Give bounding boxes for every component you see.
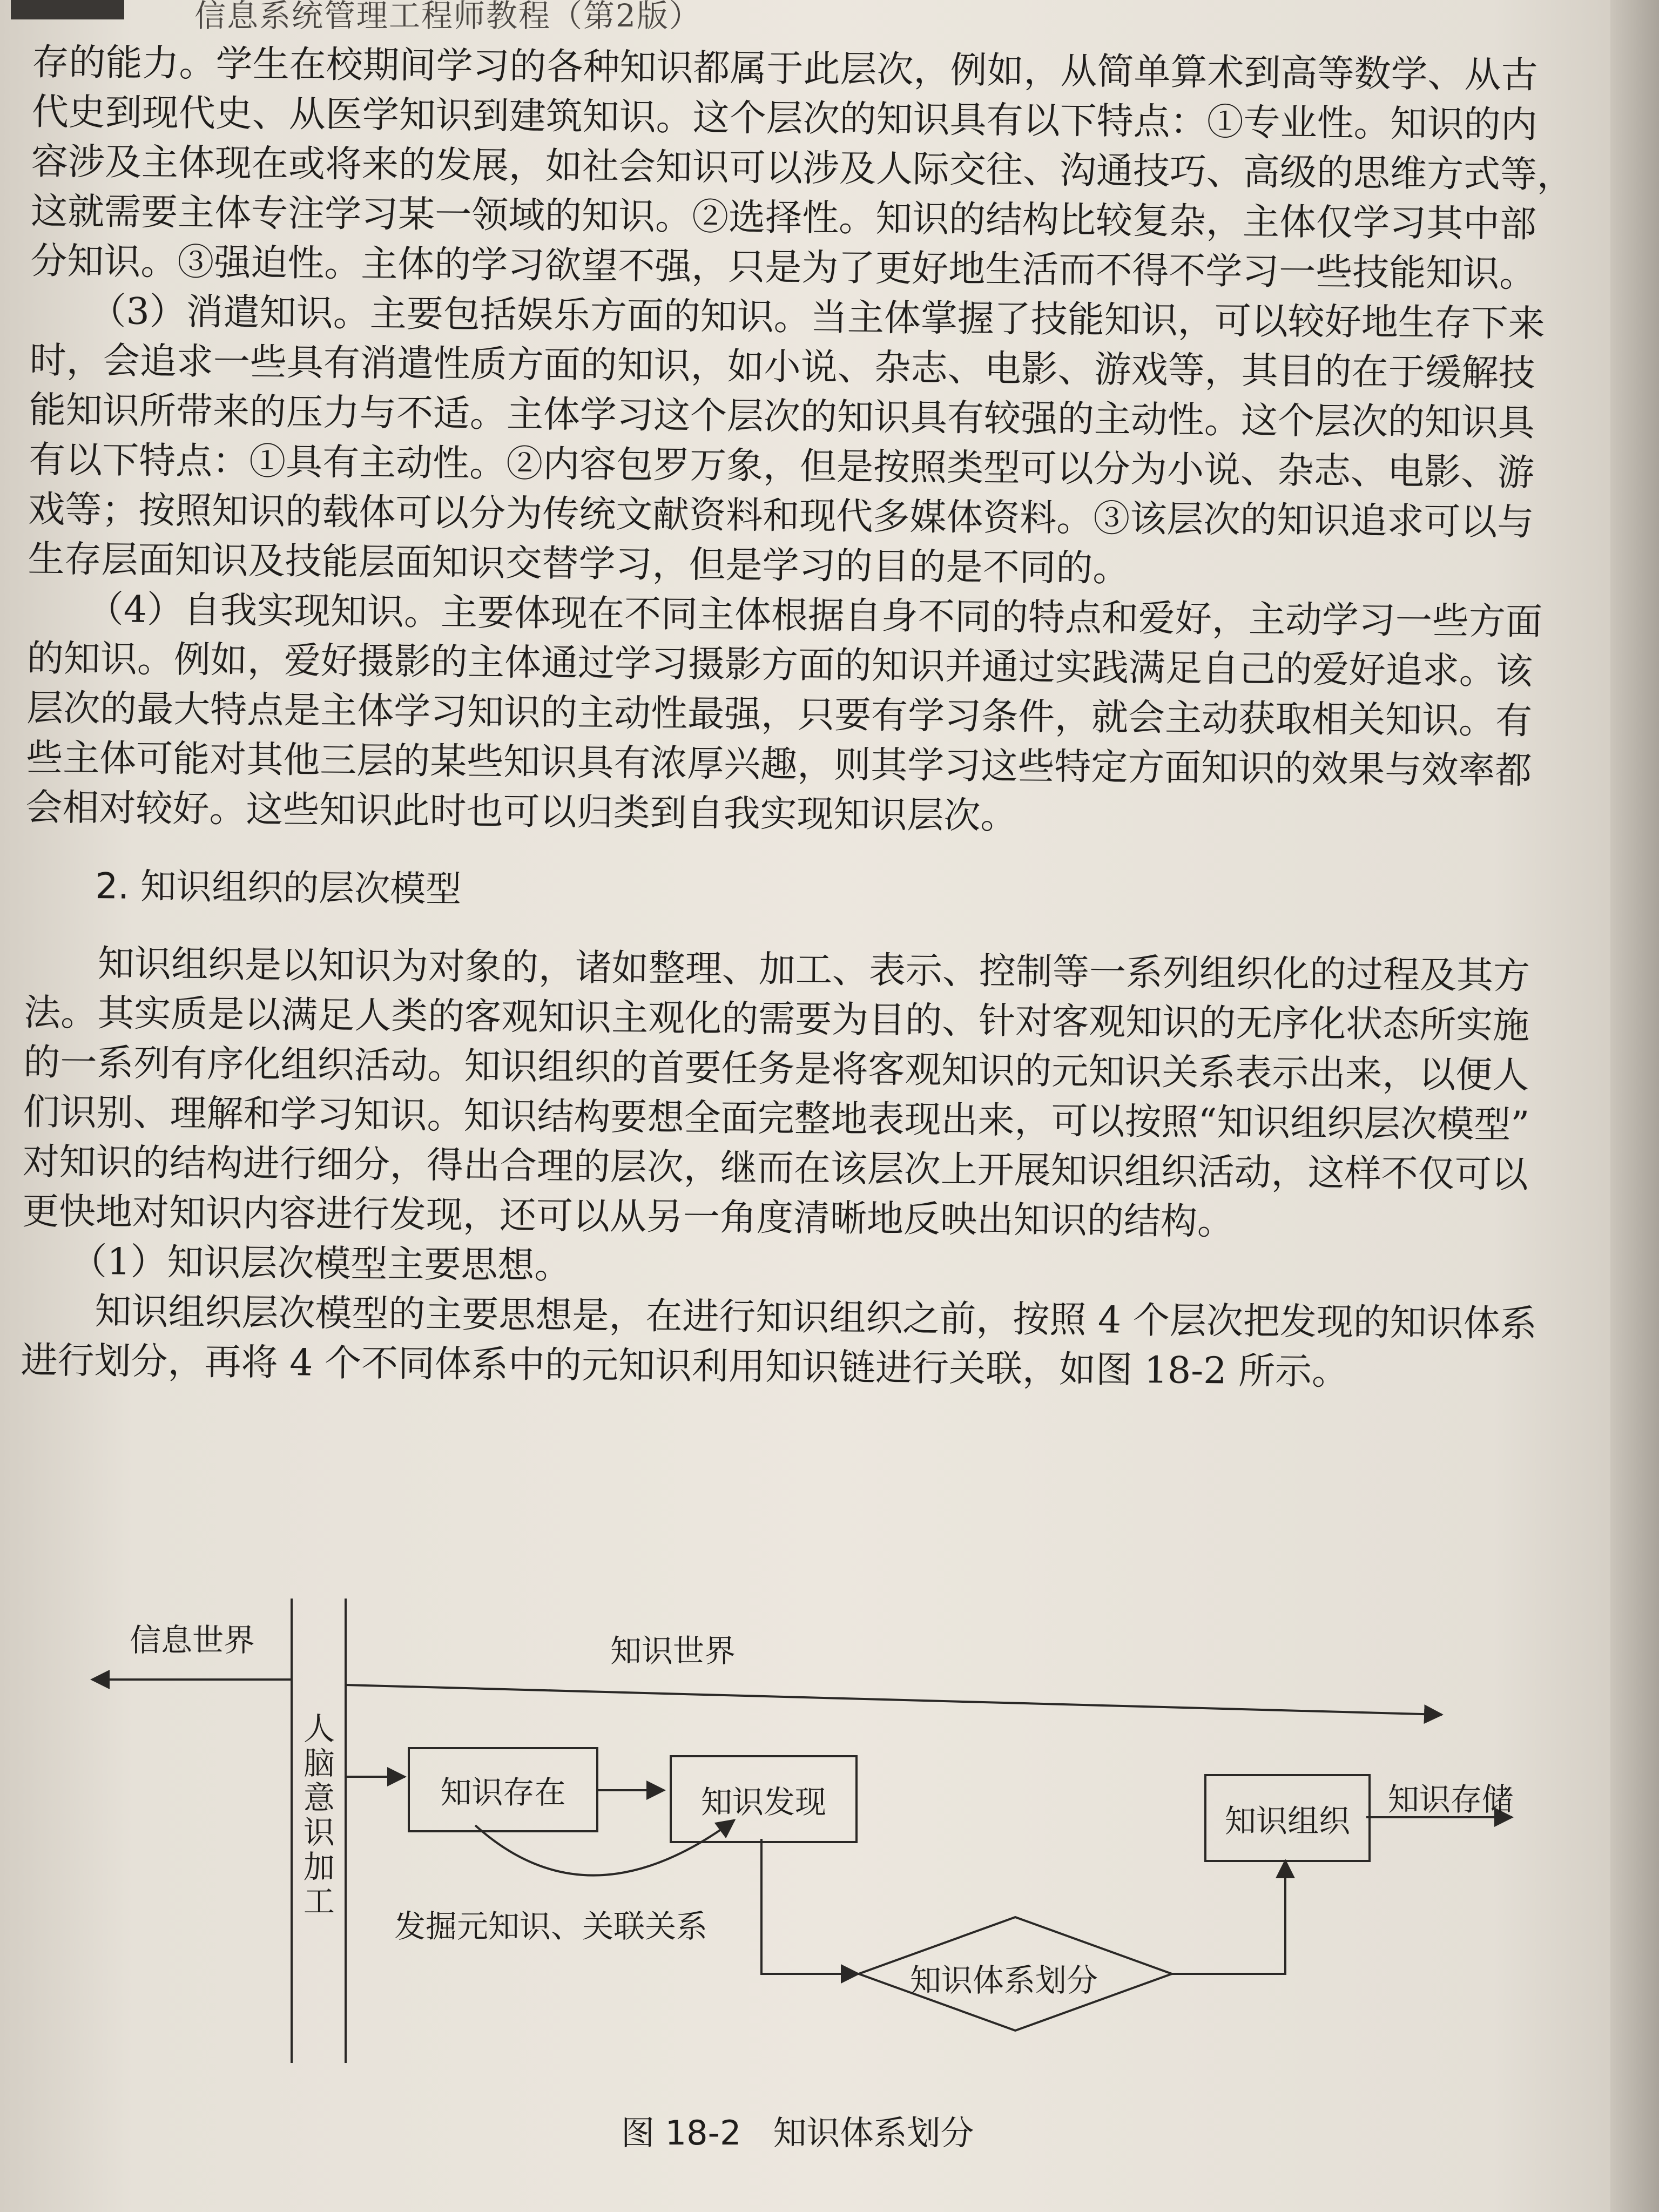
text-line: 存的能力。学生在校期间学习的各种知识都属于此层次，例如，从简单算术到高等数学、从古 <box>32 41 1538 97</box>
mining-note: 发掘元知识、关联关系 <box>394 1908 708 1945</box>
text-line: 会相对较好。这些知识此时也可以归类到自我实现知识层次。 <box>25 786 1017 838</box>
body-text <box>21 38 1582 1399</box>
text-line: 分知识。③强迫性。主体的学习欲望不强，只是为了更好地生活而不得不学习一些技能知识。 <box>30 239 1536 296</box>
text-line: 法。其实质是以满足人类的客观知识主观化的需要为目的、针对客观知识的无序化状态所实施 <box>23 991 1530 1048</box>
text-line: 有以下特点：①具有主动性。②内容包罗万象，但是按照类型可以分为小说、杂志、电影、游 <box>28 438 1535 495</box>
text-line: 更快地对知识内容进行发现，还可以从另一角度清晰地反映出知识的结构。 <box>22 1190 1235 1244</box>
box-knowledge-organize: 知识组织 <box>1204 1774 1371 1862</box>
box-knowledge-discover: 知识发现 <box>670 1755 858 1843</box>
info-world-label: 信息世界 <box>130 1622 255 1658</box>
text-line: 这就需要主体专注学习某一领域的知识。②选择性。知识的结构比较复杂，主体仅学习其中部 <box>30 190 1537 246</box>
text-line: 能知识所带来的压力与不适。主体学习这个层次的知识具有较强的主动性。这个层次的知识具 <box>29 388 1535 445</box>
text-line: 时，会追求一些具有消遣性质方面的知识，如小说、杂志、电影、游戏等，其目的在于缓解技 <box>29 339 1536 395</box>
text-line: 容涉及主体现在或将来的发展，如社会知识可以涉及人际交往、沟通技巧、高级的思维方式等， <box>31 140 1574 197</box>
section-title: 2. 知识组织的层次模型 <box>95 865 462 910</box>
storage-label: 知识存储 <box>1388 1781 1514 1818</box>
figure-caption: 图 18-2 知识体系划分 <box>621 2113 974 2153</box>
text-line: 知识组织层次模型的主要思想是，在进行知识组织之前，按照 4 个层次把发现的知识体系 <box>95 1290 1537 1346</box>
text-line: （4）自我实现知识。主要体现在不同主体根据自身不同的特点和爱好，主动学习一些方面 <box>86 588 1543 644</box>
subsection-title: （1）知识层次模型主要思想。 <box>70 1240 571 1287</box>
text-line: 进行划分，再将 4 个不同体系中的元知识利用知识链进行关联，如图 18-2 所示。 <box>21 1339 1349 1394</box>
running-header: 信息系统管理工程师教程（第2版） <box>194 0 702 34</box>
text-line: 的知识。例如，爱好摄影的主体通过学习摄影方面的知识并通过实践满足自己的爱好追求。该 <box>26 637 1533 693</box>
knowledge-world-arrow <box>346 1685 1442 1715</box>
text-line: 些主体可能对其他三层的某些知识具有浓厚兴趣，则其学习这些特定方面知识的效果与效率都 <box>26 736 1532 793</box>
arrow-diamond-to-organize <box>1172 1860 1285 1974</box>
arrow-discover-to-diamond <box>761 1839 859 1974</box>
text-line: 知识组织是以知识为对象的，诸如整理、加工、表示、控制等一系列组织化的过程及其方 <box>97 942 1530 998</box>
box-knowledge-exist: 知识存在 <box>408 1747 598 1832</box>
text-line: 生存层面知识及技能层面知识交替学习，但是学习的目的是不同的。 <box>28 537 1130 590</box>
text-line: 戏等；按照知识的载体可以分为传统文献资料和现代多媒体资料。③该层次的知识追求可以与 <box>28 488 1534 544</box>
text-line: 代史到现代史、从医学知识到建筑知识。这个层次的知识具有以下特点：①专业性。知识的内 <box>31 90 1538 147</box>
diamond-label: 知识体系划分 <box>910 1962 1098 1999</box>
text-line: 们识别、理解和学习知识。知识结构要想全面完整地表现出来，可以按照“知识组织层次模型” <box>23 1090 1530 1147</box>
knowledge-system-diagram <box>76 1599 1566 2112</box>
header-decoration <box>11 0 124 19</box>
text-line: 对知识的结构进行细分，得出合理的层次，继而在该层次上开展知识组织活动，这样不仅可以 <box>22 1140 1529 1197</box>
text-line: （3）消遣知识。主要包括娱乐方面的知识。当主体掌握了技能知识，可以较好地生存下来 <box>89 289 1546 346</box>
brain-processing-label: 人脑意识加工 <box>298 1712 335 1919</box>
page-edge-shadow <box>1610 0 1659 2212</box>
knowledge-world-label: 知识世界 <box>610 1633 736 1669</box>
text-line: 的一系列有序化组织活动。知识组织的首要任务是将客观知识的元知识关系表示出来，以便人 <box>23 1041 1529 1097</box>
text-line: 层次的最大特点是主体学习知识的主动性最强，只要有学习条件，就会主动获取相关知识。有 <box>26 686 1533 743</box>
